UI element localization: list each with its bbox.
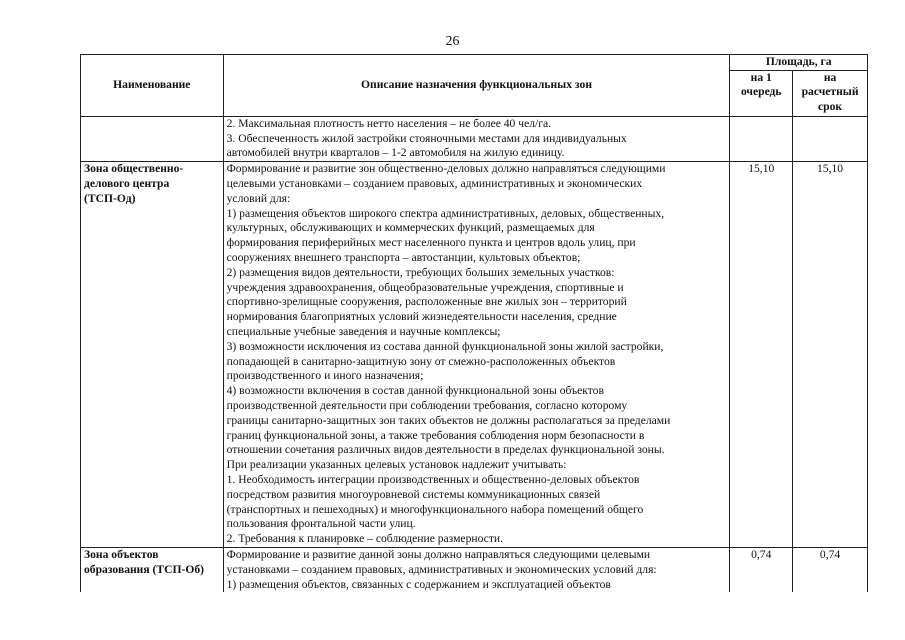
description-line: спортивно-зрелищные сооружения, расположенные вне жилых зон – территорий — [226, 295, 627, 309]
description-line: формирования периферийных мест населенного пункта и центров вдоль улиц, при — [226, 236, 636, 250]
area-first-stage: 0,74 — [730, 547, 793, 592]
description-line: 1) размещения объектов, связанных с содержанием и эксплуатацией объектов — [226, 577, 611, 591]
description-line: Формирование и развитие данной зоны должно направляться следующими целевыми — [226, 547, 651, 561]
zone-description — [223, 547, 730, 592]
description-line: отношении сочетания различных видов деятельности в пределах функциональной зоны. — [226, 443, 665, 457]
description-line: сооружениях внешнего транспорта – автостанции, культовых объектов; — [226, 250, 581, 264]
description-line: (транспортных и пешеходных) и многофункционального набора помещений общего — [226, 502, 644, 516]
description-line: границ функциональной зоны, а также требования соблюдения норм безопасности в — [226, 428, 645, 442]
description-line: посредством развития многоуровневой системы коммуникационных связей — [226, 487, 601, 501]
description-line: автомобилей внутри кварталов – 1-2 автомобиля на жилую единицу. — [226, 146, 565, 160]
table-header — [81, 55, 868, 117]
description-line: 2. Максимальная плотность нетто населения – не более 40 чел/га. — [226, 116, 552, 130]
zone-description — [223, 162, 730, 548]
area-estimated: 0,74 — [793, 547, 868, 592]
description-line: установками – созданием правовых, административных и экономических условий для: — [226, 562, 657, 576]
description-line: 4) возможности включения в состав данной функциональной зоны объектов — [226, 384, 604, 398]
description-line: культурных, обслуживающих и коммерческих функций, размещаемых для — [226, 221, 595, 235]
header-description: Описание назначения функциональных зон — [223, 55, 730, 117]
description-line: При реализации указанных целевых установок надлежит учитывать: — [226, 458, 567, 472]
description-line: целевыми установками – созданием правовых, административных и экономических — [226, 176, 643, 190]
page-number: 26 — [445, 34, 460, 49]
table-row — [81, 162, 868, 548]
description-line: условий для: — [226, 191, 291, 205]
description-line: специальные учебные заведения и научные комплексы; — [226, 324, 501, 338]
area-first-stage — [730, 116, 793, 161]
zone-name — [81, 116, 224, 161]
description-line: 3) возможности исключения из состава данной функциональной зоны жилой застройки, — [226, 339, 664, 353]
zone-description — [223, 116, 730, 161]
header-first-stage: на 1 очередь — [730, 70, 793, 116]
description-line: учреждения здравоохранения, общеобразовательные учреждения, спортивные и — [226, 280, 624, 294]
header-name: Наименование — [81, 55, 224, 117]
zone-name: Зона объектов образования (ТСП-Об) — [81, 547, 224, 592]
description-line: 2) размещения видов деятельности, требующих больших земельных участков: — [226, 265, 615, 279]
description-line: нормирования благоприятных условий жизнедеятельности населения, средние — [226, 310, 617, 324]
area-estimated — [793, 116, 868, 161]
description-line: производственного и иного назначения; — [226, 369, 424, 383]
description-line: границы санитарно-защитных зон таких объектов не должны располагаться за пределами — [226, 413, 671, 427]
header-estimated: на расчетный срок — [793, 70, 868, 116]
table-row — [81, 116, 868, 161]
area-estimated: 15,10 — [793, 162, 868, 548]
description-line: 1. Необходимость интеграции производственных и общественно-деловых объектов — [226, 472, 640, 486]
header-area: Площадь, га — [730, 55, 868, 71]
area-first-stage: 15,10 — [730, 162, 793, 548]
description-line: 3. Обеспеченность жилой застройки стояночными местами для индивидуальных — [226, 131, 627, 145]
table-row — [81, 547, 868, 592]
description-line: 2. Требования к планировке – соблюдение размерности. — [226, 532, 503, 546]
description-line: попадающей в санитарно-защитную зону от смежно-расположенных объектов — [226, 354, 616, 368]
description-line: 1) размещения объектов широкого спектра административных, деловых, общественных, — [226, 206, 665, 220]
description-line: пользования фронтальной части улиц. — [226, 517, 416, 531]
description-line: Формирование и развитие зон общественно-деловых должно направляться следующими — [226, 162, 666, 176]
description-line: производственной деятельности при соблюдении требования, согласно которому — [226, 398, 628, 412]
zones-table — [80, 54, 868, 592]
zone-name: Зона общественно- делового центра (ТСП-Од) — [81, 162, 224, 548]
table-body — [81, 116, 868, 592]
